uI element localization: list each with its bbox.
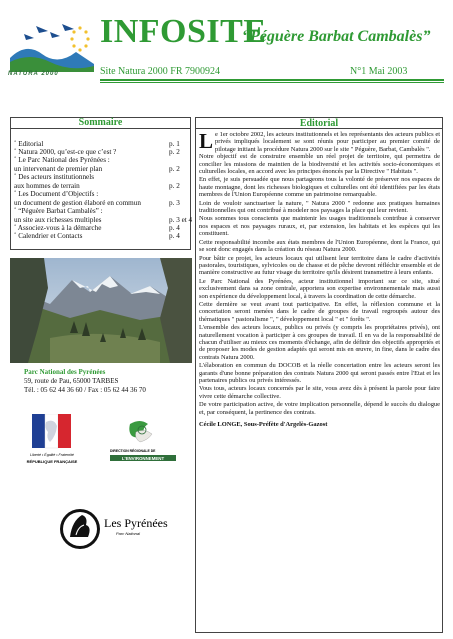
editorial-paragraph: Cette responsabilité incombe aux états membres de l'Union Européenne, dont la France, qui se sont donc engagés dans la création du réseau Natura 2000.	[199, 238, 440, 254]
drop-cap: L	[199, 129, 214, 153]
sommaire-item	[14, 190, 190, 199]
sommaire-item-text: un intervenant de premier plan	[14, 165, 103, 173]
sommaire-item-page: p. 2	[169, 182, 180, 190]
sommaire-item-text: ˚ Natura 2000, qu’est-ce que c’est ?	[14, 148, 117, 156]
sommaire-item-text: ˚ Des acteurs institutionnels	[14, 173, 95, 181]
republique-francaise-logo	[24, 414, 80, 468]
sommaire-item-text: ˚ “Péguère Barbat Cambalès” :	[14, 207, 103, 215]
issue-number: N°1 Mai 2003	[350, 66, 408, 77]
sommaire-item-text: ˚ Le Parc National des Pyrénées :	[14, 156, 110, 164]
sommaire-item	[14, 156, 190, 165]
editorial-paragraph: Pour bâtir ce projet, les acteurs locaux qui utilisent leur territoire dans le cadre d'activités pastorales, touristiques, sylvicoles ou de chasse et de pêche devront réfléchir ensemble et de manière constructive au futur visage du territoire qu'ils désirent transmettre à leurs enfants.	[199, 254, 440, 277]
newsletter-title: INFOSITE	[100, 13, 267, 50]
editorial-paragraph: L'élaboration en commun du DOCOB et la réelle concertation entre les acteurs seront les garants d'une bonne préparation des contrats Natura 2000 qui seront passés entre l'Etat et les partenaires publics ou privés intéressés.	[199, 362, 440, 384]
sommaire-item-page: p. 2	[169, 148, 180, 156]
header-rule	[100, 79, 444, 81]
editorial-paragraph: De votre participation active, de votre implication personnelle, dépend le succès du dialogue et, par conséquent, la pertinence des contrats.	[199, 401, 440, 416]
sommaire-item	[14, 232, 190, 241]
sommaire-item-page: p. 3	[169, 199, 180, 207]
pyr-name: Les Pyrénées	[104, 516, 168, 530]
editorial-body	[199, 131, 440, 428]
diren-line1: DIRECTION RÉGIONALE DE	[110, 449, 156, 453]
editorial-paragraph: Loin de vouloir sanctuariser la nature, " Natura 2000 " redonne aux pratiques humaines traditionnelles qui ont contribué à modeler nos paysages la place qui leur revient.	[199, 199, 440, 215]
editorial-paragraph: e 1er octobre 2002, les acteurs institutionnels et les représentants des acteurs publics et privés impliqués localement se sont réunis pour participer au premier comité de pilotage initiant la procédure Natura 2000 sur le site " Péguère, Barbat, Cambalès ".	[215, 131, 440, 153]
sommaire-item-page: p. 3 et 4	[169, 216, 193, 224]
newsletter-subtitle: “Péguère Barbat Cambalès”	[242, 28, 431, 45]
sommaire-item-page: p. 4	[169, 224, 180, 232]
sommaire-item-page: p. 1	[169, 140, 180, 148]
sommaire-item-text: ˚ Associez-vous à la démarche	[14, 224, 102, 232]
mountain-photo	[10, 258, 192, 363]
sommaire-heading: Sommaire	[10, 117, 191, 129]
editorial-paragraph: En effet, je suis persuadée que nous partageons tous la volonté de préserver nos espaces de haute montagne, dont les richesses biologiques et culturelles ont été identifiées par les états membres de l'Union Européenne comme un patrimoine remarquable.	[199, 176, 440, 199]
editorial-paragraph: L'ensemble des acteurs locaux, publics ou privés (y compris les propriétaires privés), ont naturellement vocation à participer à ces groupes de travail. Il en va de la responsabilité de chacun d'utiliser au mieux ces moments d'échange, afin de définir des objectifs appropriés et de proposer les modes de gestion adaptés qui seront mis en œuvre, in fine, dans le cadre des contrats Natura 2000.	[199, 324, 440, 361]
sommaire-item-text: ˚ Calendrier et Contacts	[14, 232, 83, 240]
contact-name: Parc National des Pyrénées	[24, 368, 106, 376]
parc-pyrenees-logo	[58, 505, 178, 561]
editorial-heading: Editorial	[195, 117, 443, 129]
sommaire-item	[14, 207, 190, 216]
rf-label: RÉPUBLIQUE FRANÇAISE	[26, 459, 78, 464]
sommaire-item	[14, 173, 190, 182]
editorial-signature: Cécile LONGE, Sous-Préfète d'Argelès-Gazost	[199, 421, 328, 429]
sommaire-item-text: aux hommes de terrain	[14, 182, 80, 190]
header-rule-thin	[100, 82, 444, 83]
contact-phone: Tél. : 05 62 44 36 60 / Fax : 05 62 44 36 70	[24, 386, 146, 394]
editorial-paragraph: Cette dernière se veut avant tout participative. En effet, la réflexion commune et la concertation seront menées dans le cadre de groupes de travail regroupés autour des thématiques " pastoralisme ", " développement local " et " forêts ".	[199, 300, 440, 323]
sommaire-item-text: un document de gestion élaboré en commun	[14, 199, 141, 207]
site-reference: Site Natura 2000 FR 7900924	[100, 66, 220, 77]
editorial-paragraph: Vous tous, acteurs locaux concernés par le site, vous avez dès à présent la parole pour faire vivre cette démarche collective.	[199, 385, 440, 400]
editorial-paragraph: Nous sommes tous conscients que maintenir les usages traditionnels contribue à conserver nos espaces et nos paysages ruraux, et, par extension, les habitats et les espèces qui les constituent.	[199, 215, 440, 238]
diren-line2: L'ENVIRONNEMENT	[121, 455, 165, 461]
sommaire-item-text: un site aux richesses multiples	[14, 216, 102, 224]
sommaire-item-text: ˚ Les Document d’Objectifs :	[14, 190, 99, 198]
contact-address: 59, route de Pau, 65000 TARBES	[24, 377, 119, 385]
editorial-paragraph: Notre objectif est de construire ensemble un réel projet de territoire, qui permettra de concilier les missions de maintien de la biodiversité et les activités socio-économiques et culturelles locales, en accord avec les principes énoncés par la Directive " Habitats ".	[199, 153, 440, 176]
diren-logo	[108, 418, 178, 472]
sommaire-item-text: ˚ Editorial	[14, 140, 44, 148]
sommaire-item-page: p. 2	[169, 165, 180, 173]
pyr-sub: Parc National	[116, 531, 141, 536]
sommaire-item-page: p. 4	[169, 232, 180, 240]
editorial-paragraph: Le Parc National des Pyrénées, acteur institutionnel important sur ce site, situé exclusivement dans sa zone centrale, apportera son expertise environnementale mais aussi son expérience du développement local, à travers la coordination de cette démarche.	[199, 277, 440, 300]
rf-motto: Liberté • Égalité • Fraternité	[30, 453, 74, 457]
logo-caption: NATURA 2000	[8, 71, 59, 77]
